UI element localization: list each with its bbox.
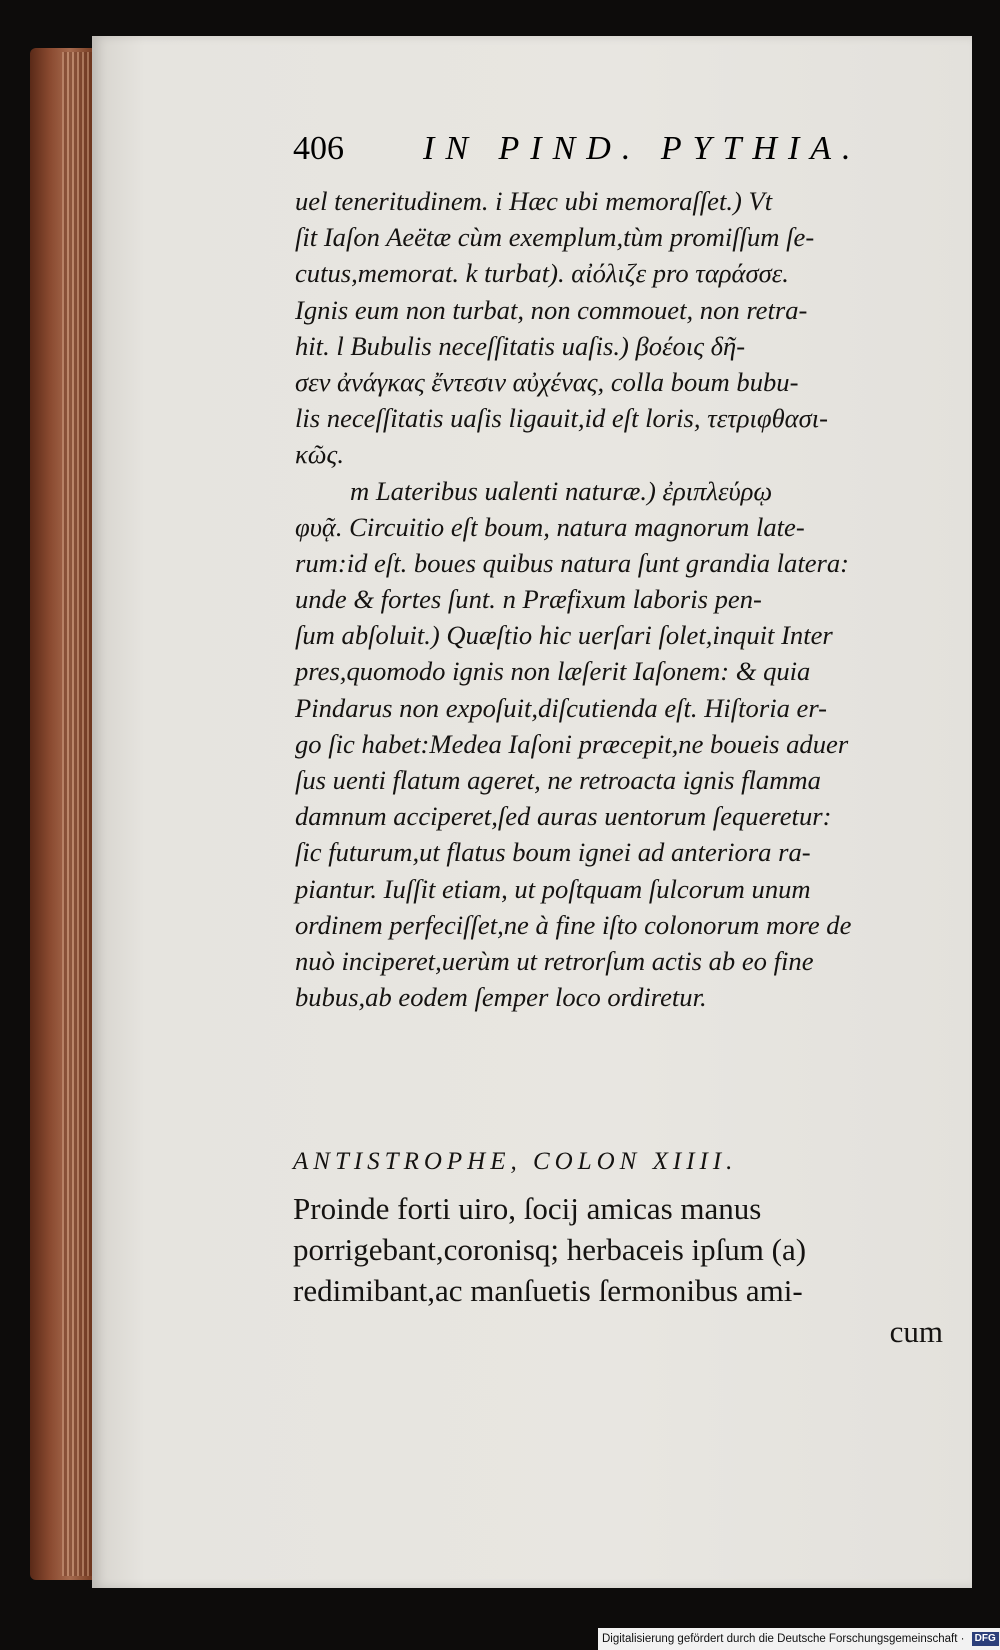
catchword: cum xyxy=(889,1314,943,1349)
verse-line: redimibant,ac manſuetis ſermonibus ami- xyxy=(293,1273,803,1308)
page-number: 406 xyxy=(293,130,344,167)
commentary-line: ſit Iaſon Aeëtæ cùm exemplum,tùm promiſſum ſe- xyxy=(295,222,815,253)
commentary-line: Pindarus non expoſuit,diſcutienda eſt. Hiſtoria er- xyxy=(295,692,828,723)
commentary-line: damnum acciperet,ſed auras uentorum ſequeretur: xyxy=(295,801,832,832)
strophe-heading: ANTISTROPHE, COLON XIIII. xyxy=(293,1148,738,1175)
commentary-line: cutus,memorat. k turbat). αἰόλιζε pro ταράσσε. xyxy=(295,258,789,289)
commentary-line: ſic futurum,ut flatus boum ignei ad anteriora ra- xyxy=(295,837,811,868)
commentary-line: piantur. Iuſſit etiam, ut poſtquam ſulcorum unum xyxy=(295,873,811,904)
commentary-line: m Lateribus ualenti naturæ.) ἐριπλεύρῳ xyxy=(350,475,773,506)
commentary-line: unde & fortes ſunt. n Præfixum laboris pen- xyxy=(295,584,762,615)
commentary-line: nuò inciperet,uerùm ut retrorſum actis ab eo fine xyxy=(295,945,814,976)
commentary-line: ſus uenti flatum ageret, ne retroacta ignis flamma xyxy=(295,765,821,795)
dfg-logo: DFG xyxy=(972,1632,999,1646)
commentary-line: σεν ἀνάγκας ἔντεσιν αὐχένας, colla boum bubu- xyxy=(295,366,799,397)
commentary-line: rum:id eſt. boues quibus natura ſunt grandia latera: xyxy=(295,547,850,578)
commentary-line: uel teneritudinem. i Hæc ubi memoraſſet.) Vt xyxy=(295,186,773,216)
commentary-line: lis neceſſitatis uaſis ligauit,id eſt loris, τετριφθασι- xyxy=(295,403,828,434)
verse-line: Proinde forti uiro, ſocij amicas manus xyxy=(293,1191,762,1226)
commentary-line: go ſic habet:Medea Iaſoni præcepit,ne boueis aduer xyxy=(295,728,849,759)
verse-line: porrigebant,coronisq; herbaceis ipſum (a) xyxy=(293,1232,807,1267)
commentary-line: ſum abſoluit.) Quæſtio hic uerſari ſolet,inquit Inter xyxy=(295,620,833,651)
digitization-footer xyxy=(598,1628,1000,1650)
commentary-block xyxy=(295,183,955,1015)
page-header xyxy=(293,130,933,176)
commentary-line: Ignis eum non turbat, non commouet, non retra- xyxy=(295,294,808,325)
commentary-line: κῶς. xyxy=(295,439,344,470)
commentary-line: pres,quomodo ignis non læſerit Iaſonem: & quia xyxy=(295,656,811,687)
commentary-line: bubus,ab eodem ſemper loco ordiretur. xyxy=(295,982,707,1013)
commentary-line: ordinem perfeciſſet,ne à fine iſto colonorum more de xyxy=(295,909,852,940)
commentary-line: hit. l Bubulis neceſſitatis uaſis.) βοέοις δῆ- xyxy=(295,330,746,361)
verse-block xyxy=(293,1188,953,1352)
commentary-line: φυᾷ. Circuitio eſt boum, natura magnorum late- xyxy=(295,511,805,542)
running-head: IN PIND. PYTHIA. xyxy=(423,130,862,167)
footer-text: Digitalisierung gefördert durch die Deutsche Forschungsgemeinschaft · xyxy=(602,1633,965,1645)
